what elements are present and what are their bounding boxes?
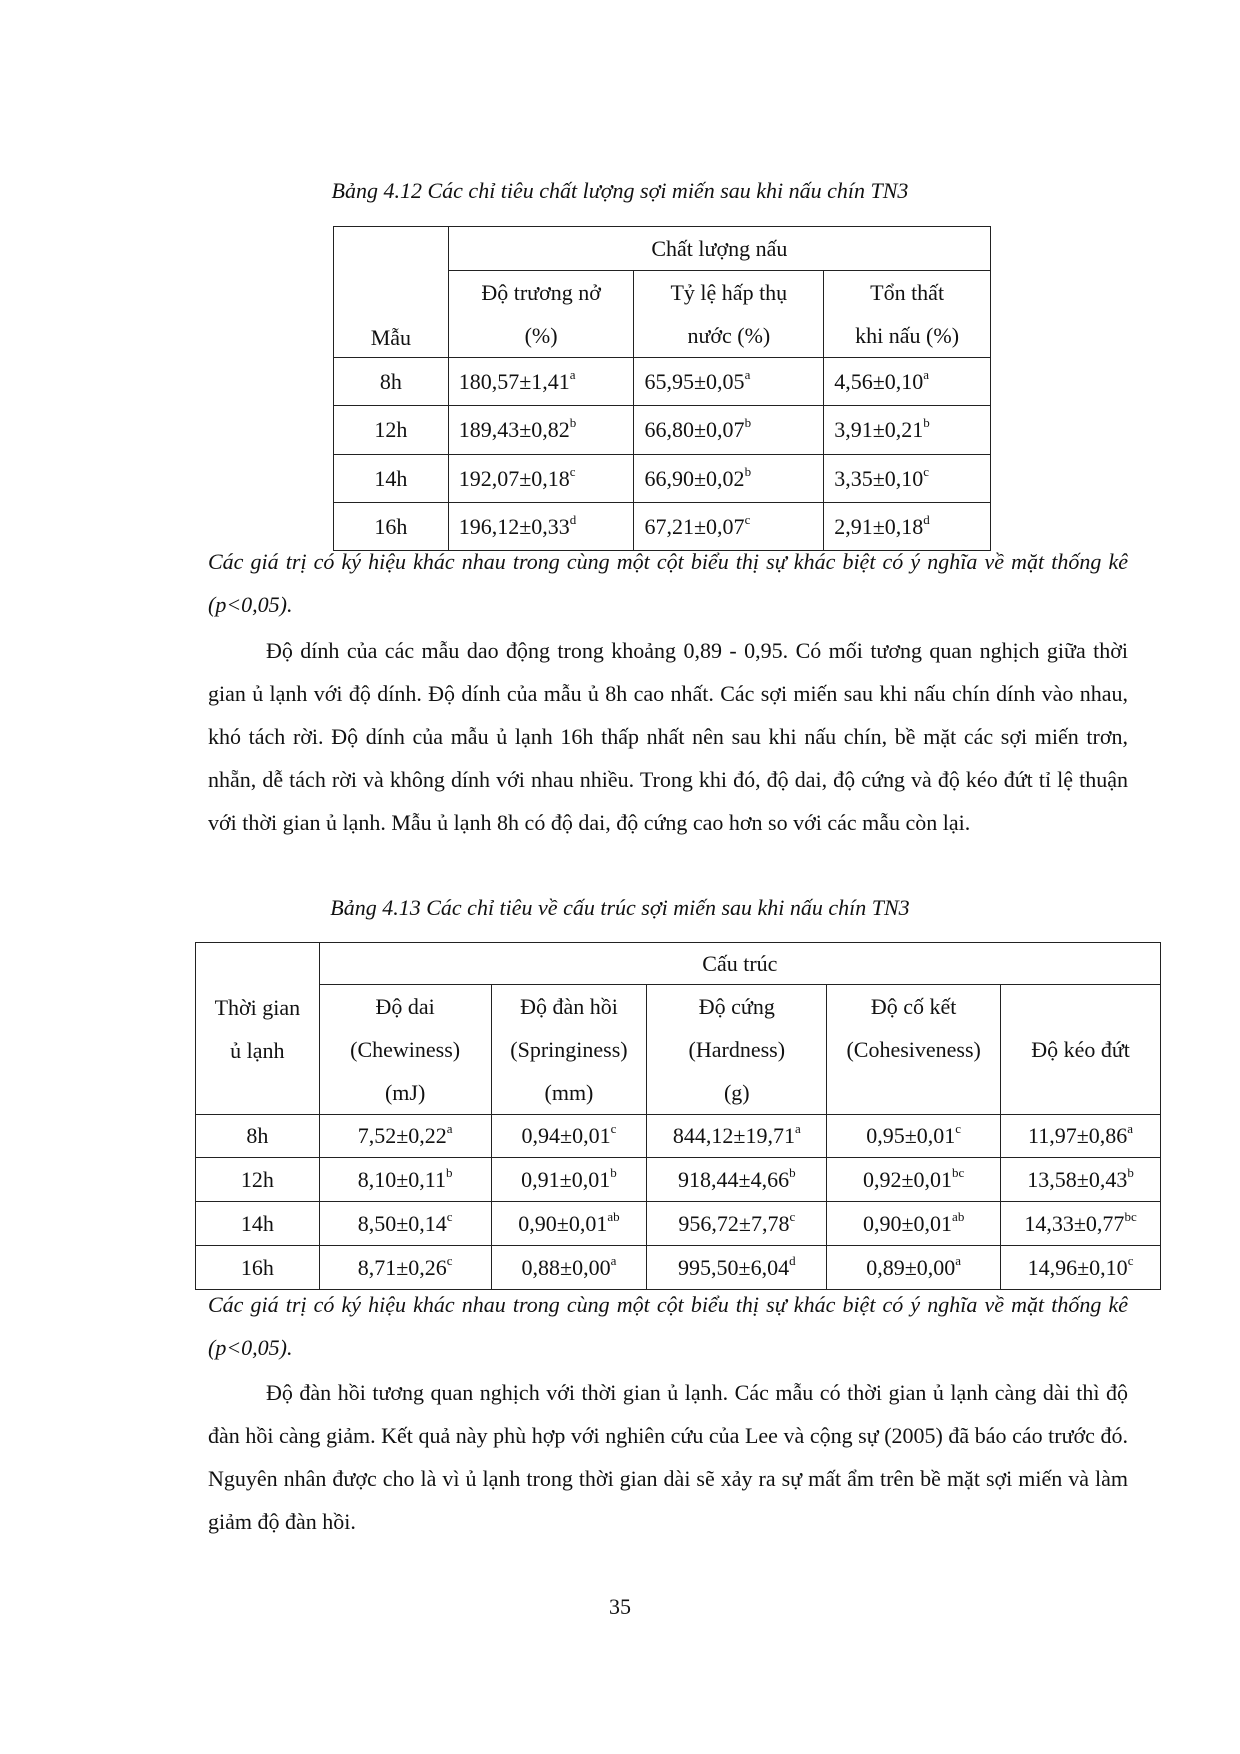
- row-label: 8h: [334, 358, 449, 406]
- significance-letter: c: [446, 1208, 453, 1224]
- significance-letter: a: [446, 1121, 453, 1136]
- row-header-line: Thời gian: [214, 994, 301, 1020]
- column-header-line: Tổn thất: [870, 280, 945, 305]
- significance-letter: ab: [952, 1208, 965, 1224]
- data-cell: [647, 1202, 827, 1246]
- data-cell: [448, 358, 634, 406]
- table-footnote: Các giá trị có ký hiệu khác nhau trong cùng một cột biểu thị sự khác biệt có ý nghĩa về mặt thống kê (p<0,05).: [208, 549, 1128, 617]
- column-header: [319, 985, 491, 1115]
- data-cell: [491, 1115, 647, 1158]
- column-header: [1001, 985, 1161, 1115]
- data-cell: [827, 1158, 1001, 1202]
- table-row: [334, 455, 991, 503]
- data-cell: [1001, 1202, 1161, 1246]
- column-header-line: (Hardness): [688, 1037, 786, 1062]
- column-header: [824, 271, 991, 358]
- data-cell: [1001, 1115, 1161, 1158]
- data-cell: [319, 1115, 491, 1158]
- table-row: [196, 1158, 1161, 1202]
- cell-value: 0,94±0,01: [521, 1123, 611, 1148]
- column-header-unit: (mJ): [384, 1080, 426, 1105]
- significance-letter: c: [446, 1252, 453, 1268]
- table-row: [334, 406, 991, 455]
- data-cell: [319, 1158, 491, 1202]
- cell-value: 0,92±0,01: [862, 1166, 953, 1192]
- row-label: 16h: [334, 503, 449, 551]
- significance-letter: bc: [952, 1164, 965, 1180]
- significance-letter: c: [610, 1121, 617, 1136]
- data-cell: [647, 1158, 827, 1202]
- cell-value: 0,91±0,01: [521, 1166, 611, 1192]
- cell-value: 11,97±0,86: [1028, 1123, 1128, 1148]
- page-number: 35: [609, 1594, 631, 1619]
- row-label: 16h: [196, 1246, 320, 1290]
- data-cell: [824, 455, 991, 503]
- cell-value: 180,57±1,41: [458, 368, 570, 394]
- data-cell: [827, 1202, 1001, 1246]
- column-header-line: (Cohesiveness): [846, 1037, 981, 1062]
- data-cell: [1001, 1158, 1161, 1202]
- column-header-unit: nước (%): [687, 323, 771, 348]
- column-header: [491, 985, 647, 1115]
- significance-letter: b: [1127, 1164, 1134, 1180]
- row-header-line: ủ lạnh: [230, 1037, 285, 1063]
- data-cell: [824, 358, 991, 406]
- cell-value: 8,71±0,26: [357, 1254, 447, 1280]
- column-header-line: Độ dai: [375, 994, 435, 1019]
- data-cell: [827, 1115, 1001, 1158]
- group-header: Chất lượng nấu: [448, 227, 990, 271]
- significance-letter: c: [955, 1121, 962, 1136]
- significance-letter: b: [446, 1164, 453, 1180]
- column-header-unit: [1005, 1071, 1156, 1114]
- cell-value: 65,95±0,05: [644, 368, 745, 394]
- table-caption: Bảng 4.13 Các chỉ tiêu về cấu trúc sợi miến sau khi nấu chín TN3: [330, 895, 910, 920]
- cell-value: 14,96±0,10: [1027, 1254, 1128, 1280]
- texture-table: [195, 942, 1161, 1290]
- significance-letter: d: [789, 1252, 796, 1268]
- data-cell: [634, 455, 824, 503]
- column-header-unit: (%): [524, 323, 558, 348]
- table-row: [334, 358, 991, 406]
- data-cell: [647, 1115, 827, 1158]
- significance-letter: d: [923, 511, 930, 527]
- cell-value: 0,95±0,01: [866, 1123, 956, 1148]
- row-label: 12h: [196, 1158, 320, 1202]
- cell-value: 13,58±0,43: [1027, 1166, 1128, 1192]
- significance-letter: a: [744, 366, 751, 382]
- cell-value: 3,35±0,10: [834, 465, 924, 491]
- column-header-line: Độ trương nở: [481, 280, 601, 305]
- cell-value: 4,56±0,10: [834, 368, 924, 394]
- row-label: 8h: [196, 1115, 320, 1158]
- table-caption: Bảng 4.12 Các chỉ tiêu chất lượng sợi miến sau khi nấu chín TN3: [331, 178, 909, 203]
- significance-letter: b: [610, 1164, 617, 1180]
- cell-value: 14,33±0,77: [1024, 1210, 1125, 1236]
- cell-value: 0,90±0,01: [518, 1210, 608, 1236]
- cell-value: 918,44±4,66: [678, 1166, 790, 1192]
- data-cell: [448, 406, 634, 455]
- cell-value: 995,50±6,04: [678, 1254, 790, 1280]
- significance-letter: b: [744, 415, 752, 430]
- row-header: [196, 943, 320, 1115]
- significance-letter: b: [923, 415, 930, 430]
- significance-letter: a: [955, 1252, 962, 1268]
- significance-letter: b: [569, 415, 577, 430]
- data-cell: [634, 358, 824, 406]
- data-cell: [448, 455, 634, 503]
- significance-letter: b: [744, 463, 752, 479]
- cell-value: 66,90±0,02: [644, 465, 745, 491]
- significance-letter: d: [569, 511, 577, 527]
- significance-letter: b: [789, 1164, 796, 1180]
- column-header-line: (Springiness): [510, 1037, 628, 1062]
- significance-letter: ab: [607, 1208, 620, 1224]
- cell-value: 0,89±0,00: [866, 1254, 956, 1280]
- column-header-unit: khi nấu (%): [855, 323, 960, 348]
- column-header-unit: (mm): [544, 1080, 594, 1105]
- group-header: Cấu trúc: [319, 943, 1160, 985]
- significance-letter: c: [569, 463, 576, 479]
- cell-value: 2,91±0,18: [834, 513, 924, 539]
- cell-value: 196,12±0,33: [458, 513, 570, 539]
- column-header-line: Độ đàn hồi: [520, 994, 618, 1019]
- cooking-quality-table: [333, 226, 991, 551]
- body-paragraph: Độ dính của các mẫu dao động trong khoảng 0,89 - 0,95. Có mối tương quan nghịch giữa thời gian ủ lạnh với độ dính. Độ dính của mẫu ủ 8h cao nhất. Các sợi miến sau khi nấu chín dính vào nhau, khó tách rời. Độ dính của mẫu ủ lạnh 16h thấp nhất nên sau khi nấu chín, bề mặt các sợi miến trơn, nhẵn, dễ tách rời và không dính với nhau nhiều. Trong khi đó, độ dai, độ cứng và độ kéo đứt tỉ lệ thuận với thời gian ủ lạnh. Mẫu ủ lạnh 8h có độ dai, độ cứng cao hơn so với các mẫu còn lại.: [208, 638, 1128, 835]
- column-header-line: Độ cứng: [698, 994, 775, 1019]
- significance-letter: c: [789, 1208, 796, 1224]
- column-header-line: (Chewiness): [350, 1037, 461, 1062]
- significance-letter: a: [610, 1252, 617, 1268]
- significance-letter: a: [1127, 1121, 1134, 1136]
- cell-value: 3,91±0,21: [834, 417, 924, 442]
- cell-value: 192,07±0,18: [458, 465, 570, 491]
- row-label: 14h: [196, 1202, 320, 1246]
- cell-value: 7,52±0,22: [357, 1123, 447, 1148]
- column-header-unit: [831, 1071, 996, 1114]
- data-cell: [491, 1158, 647, 1202]
- body-paragraph: Độ đàn hồi tương quan nghịch với thời gian ủ lạnh. Các mẫu có thời gian ủ lạnh càng dài thì độ đàn hồi càng giảm. Kết quả này phù hợp với nghiên cứu của Lee và cộng sự (2005) đã báo cáo trước đó. Nguyên nhân được cho là vì ủ lạnh trong thời gian dài sẽ xảy ra sự mất ẩm trên bề mặt sợi miến và làm giảm độ đàn hồi.: [208, 1380, 1128, 1534]
- data-cell: [824, 406, 991, 455]
- significance-letter: a: [923, 366, 930, 382]
- row-header: Mẫu: [334, 227, 449, 358]
- column-header: [827, 985, 1001, 1115]
- cell-value: 189,43±0,82: [458, 417, 570, 442]
- column-header: [634, 271, 824, 358]
- column-header-line: [1005, 985, 1156, 1028]
- significance-letter: a: [569, 366, 576, 382]
- cell-value: 0,90±0,01: [862, 1210, 953, 1236]
- significance-letter: c: [744, 511, 751, 527]
- significance-letter: c: [1127, 1252, 1134, 1268]
- cell-value: 8,50±0,14: [357, 1210, 447, 1236]
- table-footnote: Các giá trị có ký hiệu khác nhau trong cùng một cột biểu thị sự khác biệt có ý nghĩa về mặt thống kê (p<0,05).: [208, 1292, 1128, 1360]
- column-header: [647, 985, 827, 1115]
- cell-value: 8,10±0,11: [357, 1166, 446, 1192]
- cell-value: 0,88±0,00: [521, 1254, 611, 1280]
- column-header-line: Độ kéo đứt: [1031, 1037, 1130, 1062]
- significance-letter: c: [923, 463, 930, 479]
- table-row: [196, 1202, 1161, 1246]
- cell-value: 66,80±0,07: [644, 417, 745, 442]
- column-header-line: Tỷ lệ hấp thụ: [670, 280, 788, 305]
- table-row: [196, 1115, 1161, 1158]
- column-header-line: Độ cố kết: [870, 994, 957, 1019]
- data-cell: [634, 406, 824, 455]
- data-cell: [491, 1202, 647, 1246]
- column-header-unit: (g): [723, 1080, 750, 1105]
- cell-value: 67,21±0,07: [644, 513, 745, 539]
- row-label: 12h: [334, 406, 449, 455]
- significance-letter: a: [794, 1121, 801, 1136]
- cell-value: 956,72±7,78: [678, 1210, 790, 1236]
- cell-value: 844,12±19,71: [672, 1123, 795, 1148]
- significance-letter: bc: [1124, 1208, 1137, 1224]
- row-label: 14h: [334, 455, 449, 503]
- data-cell: [319, 1202, 491, 1246]
- column-header: [448, 271, 634, 358]
